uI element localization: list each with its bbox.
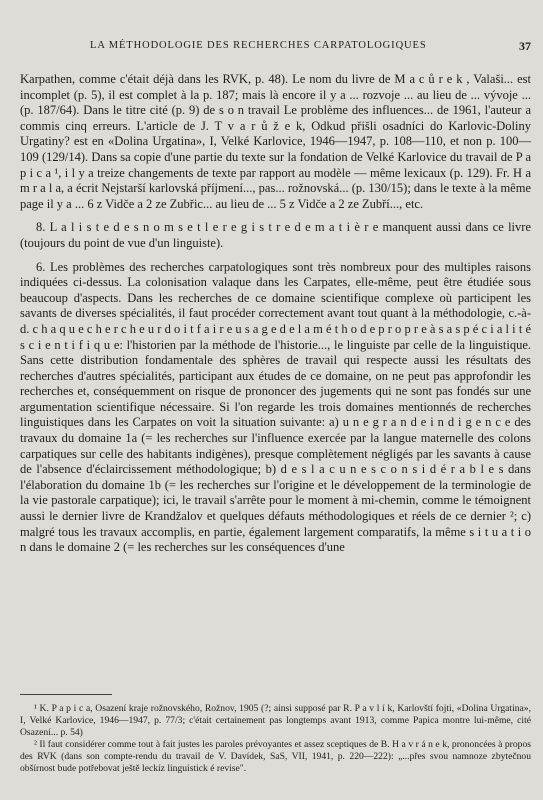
footnote-1: ¹ K. P a p i c a, Osazení kraje rožnovského, Rožnov, 1905 (?; ainsi supposé par R. P a v l í k, Karlovští fojti, «Dolina Urgatina», I, Velké Karlovice, 1946—1947, p. 77/3; c'était certainement pas longtemps avant 1913, comme Papica montre lui-même, cité Osazení... p. 54) (20, 703, 531, 738)
body-text (20, 72, 531, 556)
page-header (20, 0, 531, 53)
footnote-divider (20, 694, 112, 695)
paragraph-point-8: 8. L a l i s t e d e s n o m s e t l e r e g i s t r e d e m a t i è r e manquent aussi dans ce livre (toujours du point de vue d'un linguiste). (20, 220, 531, 250)
page-number: 37 (519, 39, 531, 53)
footnote-2: ² Il faut considérer comme tout à fait justes les paroles prévoyantes et assez sceptiques de B. H a v r á n e k, prononcées à propos des RVK (dans son compte-rendu du travail de V. Davídek, SaS, VII, 1941, p. 220—222): „...přes svou namnoze zbytečnou obšírnost bude potřebovat ještě leckíz linguistick é revise". (20, 739, 531, 774)
paragraph-section-6: 6. Les problèmes des recherches carpatologiques sont très nombreux pour des multiples raisons indiquées ci-dessus. La colonisation valaque dans les Carpates, elle-même, peut être étudiée sous beaucoup d'aspects. Dans les recherches de ce domaine scientifique complexe où participent les savants de diverses spécialités, il faut procéder correctement avant tout quant à la méthodologie, c.-à-d. c h a q u e c h e r c h e u r d o i t f a i r e u s a g e d e l a m é t h o d e p r o p r e à s a s p é c i a l i t é s c i e n t i f i q u e: l'historien par la méthode de l'historie..., le linguiste par celle de la linguistique. Sans cette distribution fondamentale des sphères de travail qui respecte aussi les résultats des recherches d'autres spécialités, participant aux études de ce domaine, on ne peut pas approfondir les recherches et, conséquemment on risque de prononcer des jugements qui ne sont pas fondés sur une argumentation scientifique nécessaire. Si l'on regarde les trois domaines mentionnés de recherches linguistiques dans les Carpates on voit la situation suivante: a) u n e g r a n d e i n d i g e n c e des travaux du domaine 1a (= les recherches sur l'influence exercée par la langue maternelle des colons carpatiques sur celle des habitants indigènes), presque complètement négligés par les savants à cause de l'absence d'éclaircissement méthodologique; b) d e s l a c u n e s c o n s i d é r a b l e s dans l'élaboration du domaine 1b (= les recherches sur l'origine et le développement de la terminologie de la vie pastorale carpatique); ici, le travail s'arrête pour le moment à mi-chemin, comme le témoignent aussi le dernier livre de Krandžalov et quelques défauts méthodologiques et réels de ce dernier ²; c) malgré tous les travaux accomplis, en partie, également largement comparatifs, la même s i t u a t i o n dans le domaine 2 (= les recherches sur les conséquences d'une (20, 259, 531, 555)
page-content (20, 0, 531, 555)
footnotes (20, 703, 531, 776)
running-title: LA MÉTHODOLOGIE DES RECHERCHES CARPATOLOGIQUES (90, 40, 427, 51)
paragraph-continuation: Karpathen, comme c'était déjà dans les RVK, p. 48). Le nom du livre de M a c ů r e k , Valaši... est incomplet (p. 5), il est complet à la p. 187; mais là encore il y a ... rozvoje ... au lieu de ... vývoje ... (p. 187/64). Dans le titre cité (p. 9) de s o n travail Le problème des influences... de 1961, l'auteur a commis cinq erreurs. L'article de J. T v a r ů ž e k, Odkud přišli osadníci do Karlovic-Doliny Urgatiny? est en «Dolina Urgatina», I, Velké Karlovice, 1946—1947, p. 108—110, et non p. 100—109 (129/14). Dans sa copie d'une partie du texte sur la fondation de Velké Karlovice du travail de P a p i c a ¹, i l y a treize changements de texte par rapport au modèle — même lexicaux (p. 129). Fr. H a m r a l a, a écrit Nejstarší karlovská příjmení..., pas... rožnovská... (p. 130/15); dans le texte à la même page il y a ... 6 z Vidče a 2 ze Zubřic... au lieu de ... 5 z Vidče a 2 ze Zubří..., etc. (20, 72, 531, 211)
